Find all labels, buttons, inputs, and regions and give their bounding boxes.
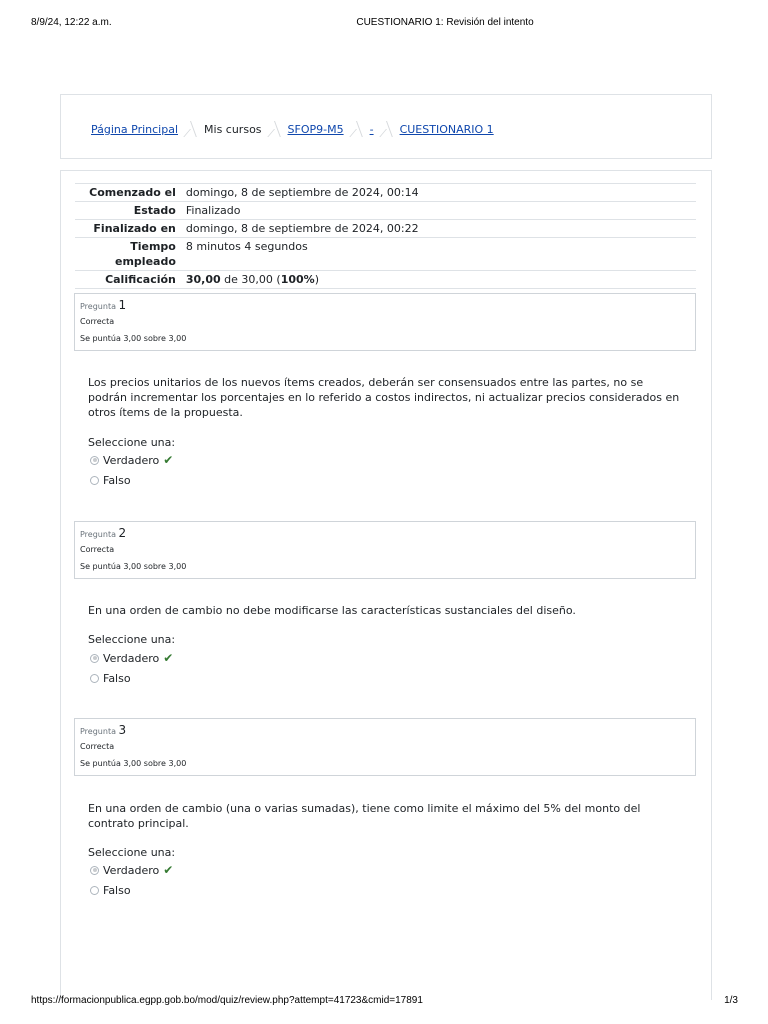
summary-row [75,202,696,220]
breadcrumb-home-link[interactable]: Página Principal [91,122,179,136]
check-icon: ✔ [163,863,174,877]
breadcrumb-separator [374,119,400,139]
answer-option[interactable] [90,672,131,685]
answer-option[interactable] [90,474,131,487]
question-info [74,521,696,579]
question-number: 1 [118,298,127,312]
breadcrumb-separator [262,119,288,139]
breadcrumb-my-courses[interactable]: Mis cursos [204,122,262,136]
check-icon: ✔ [163,453,174,467]
question-state: Correcta [80,317,115,326]
answer-prompt: Seleccione una: [88,436,176,449]
answer-option[interactable] [90,453,173,467]
radio-checked-icon[interactable] [90,654,99,663]
answer-option[interactable] [90,651,173,665]
option-label: Falso [103,474,131,487]
summary-grade-value [182,271,696,289]
question-prefix: Pregunta [80,302,116,311]
summary-row [75,184,696,202]
print-footer [0,995,768,1009]
answer-prompt: Seleccione una: [88,633,176,646]
summary-value: domingo, 8 de septiembre de 2024, 00:22 [182,220,696,238]
summary-row [75,220,696,238]
option-label: Falso [103,672,131,685]
summary-value: Finalizado [182,202,696,220]
radio-unchecked-icon[interactable] [90,476,99,485]
radio-unchecked-icon[interactable] [90,886,99,895]
print-header [0,17,768,31]
question-number: 2 [118,526,127,540]
summary-label: Tiempo empleado [75,238,182,271]
option-label: Falso [103,884,131,897]
attempt-summary-table [75,183,696,289]
option-label: Verdadero [103,453,160,467]
breadcrumb-section-link[interactable]: - [369,122,374,136]
radio-unchecked-icon[interactable] [90,674,99,683]
answer-option[interactable] [90,863,173,877]
summary-value: 8 minutos 4 segundos [182,238,696,271]
answer-prompt: Seleccione una: [88,846,176,859]
summary-row [75,271,696,289]
grade-close: ) [314,273,319,286]
print-datetime: 8/9/24, 12:22 a.m. [31,17,112,28]
option-label: Verdadero [103,651,160,665]
radio-checked-icon[interactable] [90,866,99,875]
check-icon: ✔ [163,651,174,665]
summary-label: Calificación [75,271,182,289]
summary-row [75,238,696,271]
question-grade: Se puntúa 3,00 sobre 3,00 [80,759,187,768]
summary-label: Finalizado en [75,220,182,238]
breadcrumb-separator [344,119,370,139]
breadcrumb-course-link[interactable]: SFOP9-M5 [287,122,344,136]
question-info [74,718,696,776]
print-title: CUESTIONARIO 1: Revisión del intento [356,17,534,28]
grade-score: 30,00 [185,273,221,286]
breadcrumb-container [60,94,712,159]
summary-label: Estado [75,202,182,220]
answer-option[interactable] [90,884,131,897]
breadcrumb-quiz-link[interactable]: CUESTIONARIO 1 [399,122,494,136]
question-prefix: Pregunta [80,727,116,736]
question-state: Correcta [80,545,115,554]
question-grade: Se puntúa 3,00 sobre 3,00 [80,562,187,571]
question-title [80,298,126,312]
breadcrumb-separator [178,119,204,139]
question-title [80,526,126,540]
grade-total: de 30,00 ( [220,273,281,286]
print-url: https://formacionpublica.egpp.gob.bo/mod/quiz/review.php?attempt=41723&cmid=17891 [31,995,423,1006]
option-label: Verdadero [103,863,160,877]
summary-label: Comenzado el [75,184,182,202]
question-grade: Se puntúa 3,00 sobre 3,00 [80,334,187,343]
question-text: En una orden de cambio no debe modificarse las características sustanciales del diseño. [88,604,576,617]
breadcrumb [91,119,494,139]
grade-percent: 100% [280,273,315,286]
print-page-number: 1/3 [724,995,738,1006]
summary-value: domingo, 8 de septiembre de 2024, 00:14 [182,184,696,202]
question-prefix: Pregunta [80,530,116,539]
question-text: En una orden de cambio (una o varias sumadas), tiene como limite el máximo del 5% del monto del contrato principal. [88,802,641,830]
radio-checked-icon[interactable] [90,456,99,465]
question-text: Los precios unitarios de los nuevos ítems creados, deberán ser consensuados entre las partes, no se podrán incrementar los porcentajes en lo referido a costos indirectos, ni actualizar precios considerados en otros ítems de la propuesta. [88,376,680,419]
question-info [74,293,696,351]
question-number: 3 [118,723,127,737]
question-title [80,723,126,737]
question-state: Correcta [80,742,115,751]
